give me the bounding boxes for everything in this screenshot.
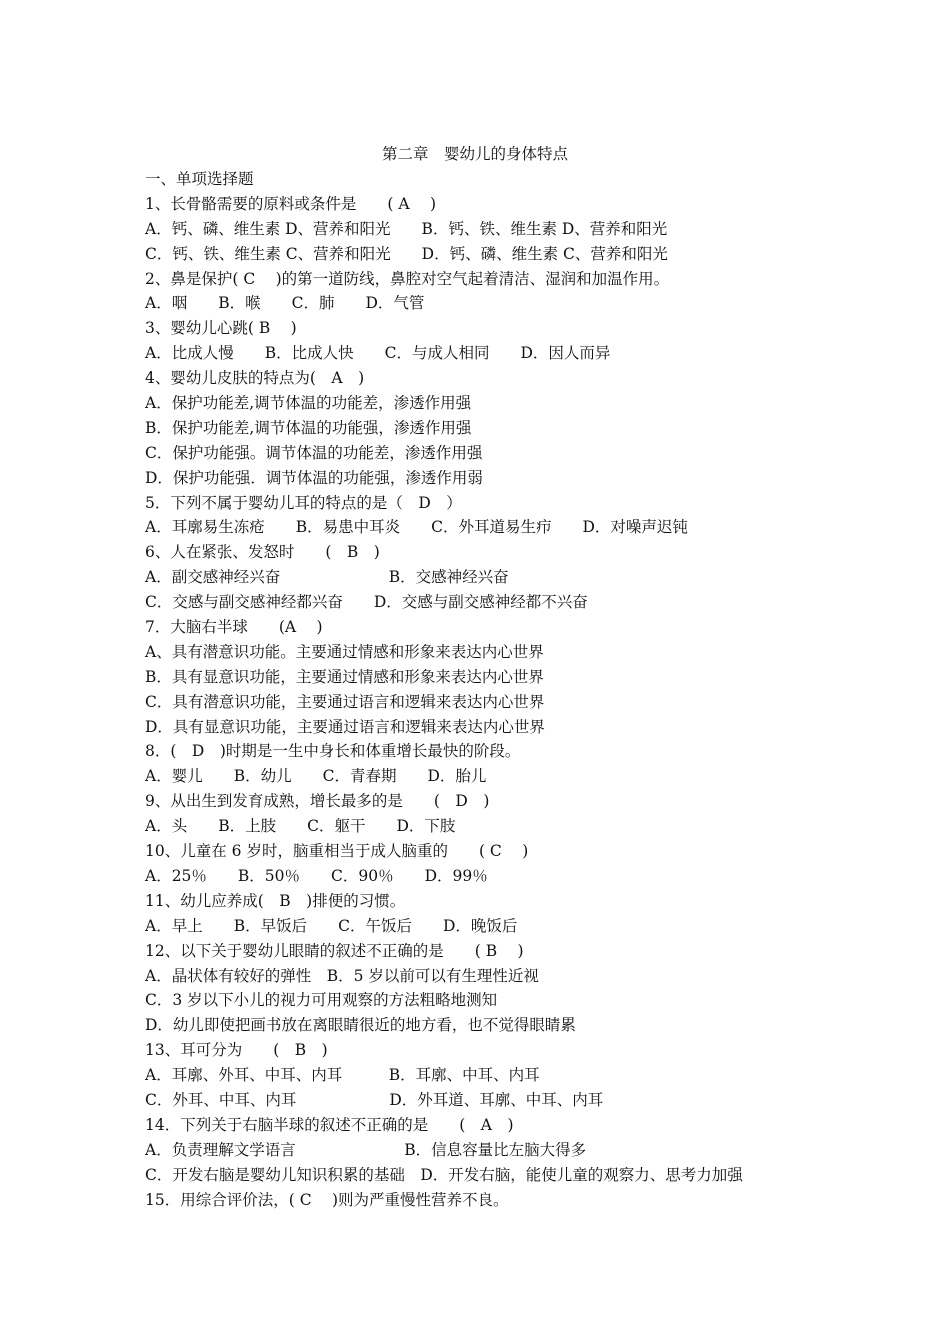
question-list xyxy=(145,167,845,1212)
question-10-options: A．25％ B．50％ C．90％ D．99％ xyxy=(145,866,488,885)
question-14: 14．下列关于右脑半球的叙述不正确的是 ( A ) xyxy=(145,1115,514,1134)
question-15: 15．用综合评价法，( C )则为严重慢性营养不良。 xyxy=(145,1190,509,1209)
question-11-options: A．早上 B．早饭后 C．午饭后 D．晚饭后 xyxy=(145,916,518,935)
question-11: 11、幼儿应养成( B )排便的习惯。 xyxy=(145,891,406,910)
question-2: 2、鼻是保护( C )的第一道防线，鼻腔对空气起着清洁、湿润和加温作用。 xyxy=(145,269,670,288)
question-12-option-c: C．3 岁以下小儿的视力可用观察的方法粗略地测知 xyxy=(145,991,498,1010)
question-3: 3、婴幼儿心跳( B ) xyxy=(145,319,297,338)
question-4-option-b: B．保护功能差,调节体温的功能强，渗透作用强 xyxy=(145,418,472,437)
question-7: 7．大脑右半球 (A ) xyxy=(145,618,323,637)
question-14-options-ab: A．负责理解文学语言 B．信息容量比左脑大得多 xyxy=(145,1140,587,1159)
question-12: 12、以下关于婴幼儿眼睛的叙述不正确的是 ( B ) xyxy=(145,941,524,960)
question-6-options-ab: A．副交感神经兴奋 B．交感神经兴奋 xyxy=(145,568,509,587)
question-1: 1、长骨骼需要的原料或条件是 ( A ) xyxy=(145,194,437,213)
question-8: 8．( D )时期是一生中身长和体重增长最快的阶段。 xyxy=(145,742,521,761)
question-7-option-d: D．具有显意识功能，主要通过语言和逻辑来表达内心世界 xyxy=(145,717,545,736)
question-8-options: A．婴儿 B．幼儿 C．青春期 D．胎儿 xyxy=(145,767,487,786)
question-4-option-a: A．保护功能差,调节体温的功能差，渗透作用强 xyxy=(145,394,472,413)
question-4: 4、婴幼儿皮肤的特点为( A ) xyxy=(145,369,365,388)
question-7-option-b: B．具有显意识功能，主要通过情感和形象来表达内心世界 xyxy=(145,667,544,686)
question-1-options-cd: C．钙、铁、维生素 C、营养和阳光 D．钙、磷、维生素 C、营养和阳光 xyxy=(145,244,668,263)
question-7-option-a: A、具有潜意识功能。主要通过情感和形象来表达内心世界 xyxy=(145,642,544,661)
question-5-options: A．耳廓易生冻疮 B．易患中耳炎 C．外耳道易生疖 D．对噪声迟钝 xyxy=(145,518,688,537)
question-13: 13、耳可分为 ( B ) xyxy=(145,1041,328,1060)
question-3-options: A．比成人慢 B．比成人快 C．与成人相同 D．因人而异 xyxy=(145,344,611,363)
question-2-options: A．咽 B．喉 C．肺 D．气管 xyxy=(145,294,425,313)
question-4-option-d: D．保护功能强．调节体温的功能强，渗透作用弱 xyxy=(145,468,483,487)
question-13-options-ab: A．耳廓、外耳、中耳、内耳 B．耳廓、中耳、内耳 xyxy=(145,1066,540,1085)
question-14-options-cd: C．开发右脑是婴幼儿知识积累的基础 D．开发右脑，能使儿童的观察力、思考力加强 xyxy=(145,1165,743,1184)
question-12-option-d: D．幼儿即使把画书放在离眼睛很近的地方看，也不觉得眼睛累 xyxy=(145,1016,576,1035)
question-4-option-c: C．保护功能强。调节体温的功能差，渗透作用强 xyxy=(145,443,483,462)
question-6: 6、人在紧张、发怒时 ( B ) xyxy=(145,543,380,562)
chapter-title: 第二章 婴幼儿的身体特点 xyxy=(381,145,568,163)
question-10: 10、儿童在 6 岁时，脑重相当于成人脑重的 ( C ) xyxy=(145,842,529,861)
question-12-options-ab: A．晶状体有较好的弹性 B．5 岁以前可以有生理性近视 xyxy=(145,966,539,985)
question-9: 9、从出生到发育成熟，增长最多的是 ( D ) xyxy=(145,792,490,811)
question-9-options: A．头 B．上肢 C．躯干 D．下肢 xyxy=(145,817,456,836)
question-6-options-cd: C．交感与副交感神经都兴奋 D．交感与副交感神经都不兴奋 xyxy=(145,593,588,612)
question-7-option-c: C．具有潜意识功能，主要通过语言和逻辑来表达内心世界 xyxy=(145,692,545,711)
question-5: 5．下列不属于婴幼儿耳的特点的是（ D ） xyxy=(145,493,462,512)
section-heading: 一、单项选择题 xyxy=(145,170,254,188)
question-13-options-cd: C．外耳、中耳、内耳 D．外耳道、耳廓、中耳、内耳 xyxy=(145,1090,604,1109)
question-1-options-ab: A．钙、磷、维生素 D、营养和阳光 B．钙、铁、维生素 D、营养和阳光 xyxy=(145,219,668,238)
